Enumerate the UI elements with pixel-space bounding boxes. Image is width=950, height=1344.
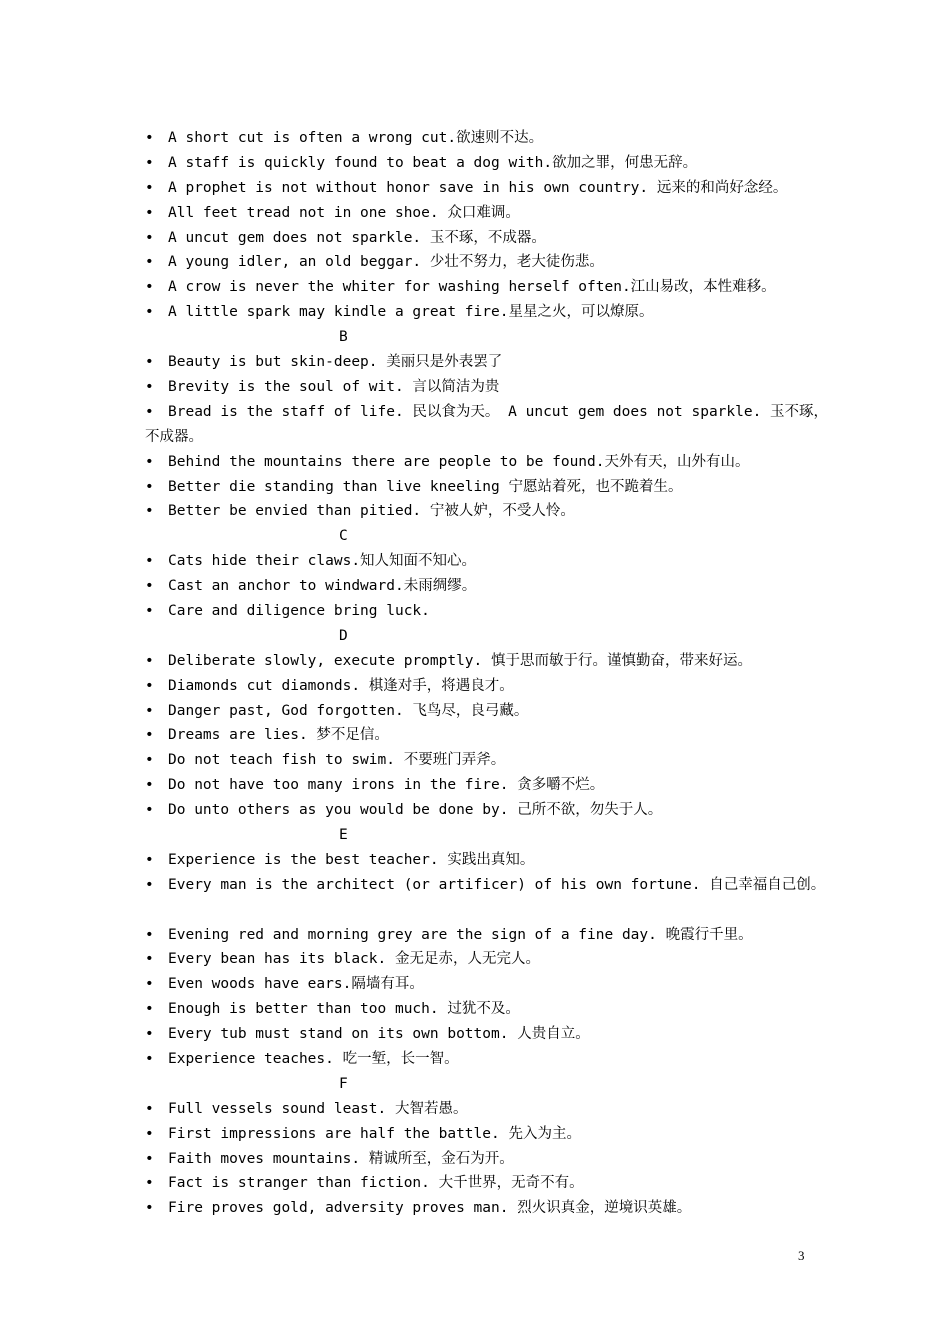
- section-heading: E: [339, 826, 348, 843]
- bullet: •: [145, 752, 154, 769]
- section-heading: B: [339, 329, 348, 346]
- proverb-line: [145, 226, 835, 251]
- bullet: •: [145, 1050, 154, 1067]
- bullet: •: [145, 354, 154, 371]
- bullet: •: [145, 503, 154, 520]
- bullet: •: [145, 727, 154, 744]
- proverb-text: Better die standing than live kneeling 宁愿站着死，也不跪着生。: [168, 478, 683, 495]
- bullet: •: [145, 777, 154, 794]
- proverb-text: Fact is stranger than fiction. 大千世界，无奇不有。: [168, 1175, 584, 1192]
- proverb-line: [145, 1022, 835, 1047]
- bullet: •: [145, 453, 154, 470]
- proverb-line: [145, 1047, 835, 1072]
- proverb-text: Behind the mountains there are people to be found.天外有天，山外有山。: [168, 453, 750, 470]
- proverb-line: [145, 1171, 835, 1196]
- bullet: •: [145, 378, 154, 395]
- proverb-line: [145, 649, 835, 674]
- bullet: •: [145, 851, 154, 868]
- proverb-line: [145, 375, 835, 400]
- bullet: •: [145, 578, 154, 595]
- page-content: [145, 126, 835, 1221]
- proverb-text: Brevity is the soul of wit. 言以简洁为贵: [168, 378, 500, 395]
- section-a: [145, 126, 835, 325]
- proverb-line: [145, 176, 835, 201]
- proverb-line: [145, 798, 835, 823]
- proverb-text: Beauty is but skin-deep. 美丽只是外表罢了: [168, 354, 503, 371]
- proverb-line: [145, 848, 835, 873]
- proverb-line: [145, 300, 835, 325]
- bullet: •: [145, 1001, 154, 1018]
- proverb-line: [145, 574, 835, 599]
- bullet: •: [145, 926, 154, 943]
- proverb-line: [145, 499, 835, 524]
- proverb-line: [145, 674, 835, 699]
- proverb-text: A little spark may kindle a great fire.星星之火，可以燎原。: [168, 304, 654, 321]
- proverb-text: A prophet is not without honor save in his own country. 远来的和尚好念经。: [168, 179, 788, 196]
- bullet: •: [145, 1150, 154, 1167]
- proverb-text: Fire proves gold, adversity proves man. 烈火识真金，逆境识英雄。: [168, 1200, 692, 1217]
- proverb-line: [145, 997, 835, 1022]
- proverb-text: Do unto others as you would be done by. 己所不欲，勿失于人。: [168, 802, 663, 819]
- proverb-text: Danger past, God forgotten. 飞鸟尽，良弓藏。: [168, 702, 529, 719]
- proverb-line: [145, 1097, 835, 1122]
- page-number: 3: [798, 1248, 805, 1263]
- proverb-line: [145, 1196, 835, 1221]
- bullet: •: [145, 179, 154, 196]
- bullet: •: [145, 304, 154, 321]
- bullet: •: [145, 602, 154, 619]
- section-heading: F: [339, 1075, 348, 1092]
- proverb-line: [145, 699, 835, 724]
- proverb-text: A uncut gem does not sparkle. 玉不琢，不成器。: [168, 229, 546, 246]
- proverb-line: [145, 947, 835, 972]
- proverb-text: A staff is quickly found to beat a dog with.欲加之罪，何患无辞。: [168, 154, 698, 171]
- section-d: [145, 624, 835, 823]
- proverb-text: Full vessels sound least. 大智若愚。: [168, 1100, 468, 1117]
- proverb-text: Bread is the staff of life. 民以食为天。 A uncut gem does not sparkle. 玉不琢，不成器。: [145, 403, 829, 445]
- bullet: •: [145, 279, 154, 296]
- proverb-text: Diamonds cut diamonds. 棋逢对手，将遇良才。: [168, 677, 514, 694]
- proverb-text: Every bean has its black. 金无足赤，人无完人。: [168, 951, 540, 968]
- proverb-line: [145, 275, 835, 300]
- proverb-text: Better be envied than pitied. 宁被人妒，不受人怜。: [168, 503, 575, 520]
- proverb-text: Cast an anchor to windward.未雨绸缪。: [168, 578, 477, 595]
- proverb-line: [145, 599, 835, 624]
- proverb-text: Care and diligence bring luck.: [168, 602, 430, 619]
- proverb-line: [145, 773, 835, 798]
- proverb-line: [145, 126, 835, 151]
- proverb-line: [145, 923, 835, 948]
- proverb-text: All feet tread not in one shoe. 众口难调。: [168, 204, 520, 221]
- proverb-text: Do not have too many irons in the fire. 贪多嚼不烂。: [168, 777, 605, 794]
- proverb-line: [145, 475, 835, 500]
- proverb-line: [145, 201, 835, 226]
- proverb-text: Experience is the best teacher. 实践出真知。: [168, 851, 535, 868]
- proverb-line: [145, 1147, 835, 1172]
- proverb-text: First impressions are half the battle. 先入为主。: [168, 1125, 581, 1142]
- proverb-text: Enough is better than too much. 过犹不及。: [168, 1001, 520, 1018]
- section-heading: D: [339, 627, 348, 644]
- section-b: [145, 325, 835, 524]
- bullet: •: [145, 229, 154, 246]
- proverb-text: A short cut is often a wrong cut.欲速则不达。: [168, 130, 544, 146]
- proverb-line: [145, 151, 835, 176]
- bullet: •: [145, 1175, 154, 1192]
- bullet: •: [145, 204, 154, 221]
- proverb-line: [145, 873, 835, 898]
- blank-line: [145, 898, 835, 923]
- bullet: •: [145, 1100, 154, 1117]
- bullet: •: [145, 1125, 154, 1142]
- bullet: •: [145, 254, 154, 271]
- proverb-text: Cats hide their claws.知人知面不知心。: [168, 553, 477, 570]
- proverb-line: [145, 748, 835, 773]
- section-f: [145, 1072, 835, 1221]
- bullet: •: [145, 876, 154, 893]
- proverb-text: Do not teach fish to swim. 不要班门弄斧。: [168, 752, 506, 769]
- bullet: •: [145, 130, 154, 146]
- bullet: •: [145, 677, 154, 694]
- proverb-line: [145, 972, 835, 997]
- bullet: •: [145, 553, 154, 570]
- proverb-line: [145, 1122, 835, 1147]
- proverb-text: Dreams are lies. 梦不足信。: [168, 727, 389, 744]
- section-c: [145, 524, 835, 624]
- bullet: •: [145, 478, 154, 495]
- bullet: •: [145, 802, 154, 819]
- proverb-text: Experience teaches. 吃一堑，长一智。: [168, 1050, 459, 1067]
- section-e: [145, 823, 835, 1072]
- bullet: •: [145, 403, 154, 420]
- proverb-line: [145, 549, 835, 574]
- section-heading: C: [339, 528, 348, 545]
- proverb-line: [145, 400, 835, 450]
- proverb-line: [145, 450, 835, 475]
- proverb-text: A young idler, an old beggar. 少壮不努力，老大徒伤悲。: [168, 254, 604, 271]
- bullet: •: [145, 1200, 154, 1217]
- bullet: •: [145, 951, 154, 968]
- proverb-text: Faith moves mountains. 精诚所至，金石为开。: [168, 1150, 514, 1167]
- bullet: •: [145, 702, 154, 719]
- proverb-line: [145, 250, 835, 275]
- bullet: •: [145, 652, 154, 669]
- proverb-text: Deliberate slowly, execute promptly. 慎于思而敏于行。谨慎勤奋，带来好运。: [168, 652, 752, 669]
- proverb-line: [145, 723, 835, 748]
- bullet: •: [145, 1026, 154, 1043]
- bullet: •: [145, 154, 154, 171]
- proverb-text: Every tub must stand on its own bottom. 人贵自立。: [168, 1026, 590, 1043]
- proverb-text: Even woods have ears.隔墙有耳。: [168, 976, 424, 993]
- proverb-text: A crow is never the whiter for washing herself often.江山易改，本性难移。: [168, 279, 776, 296]
- proverb-text: Evening red and morning grey are the sign of a fine day. 晚霞行千里。: [168, 926, 753, 943]
- bullet: •: [145, 976, 154, 993]
- proverb-text: Every man is the architect (or artificer) of his own fortune. 自己幸福自己创。: [168, 876, 826, 893]
- proverb-line: [145, 350, 835, 375]
